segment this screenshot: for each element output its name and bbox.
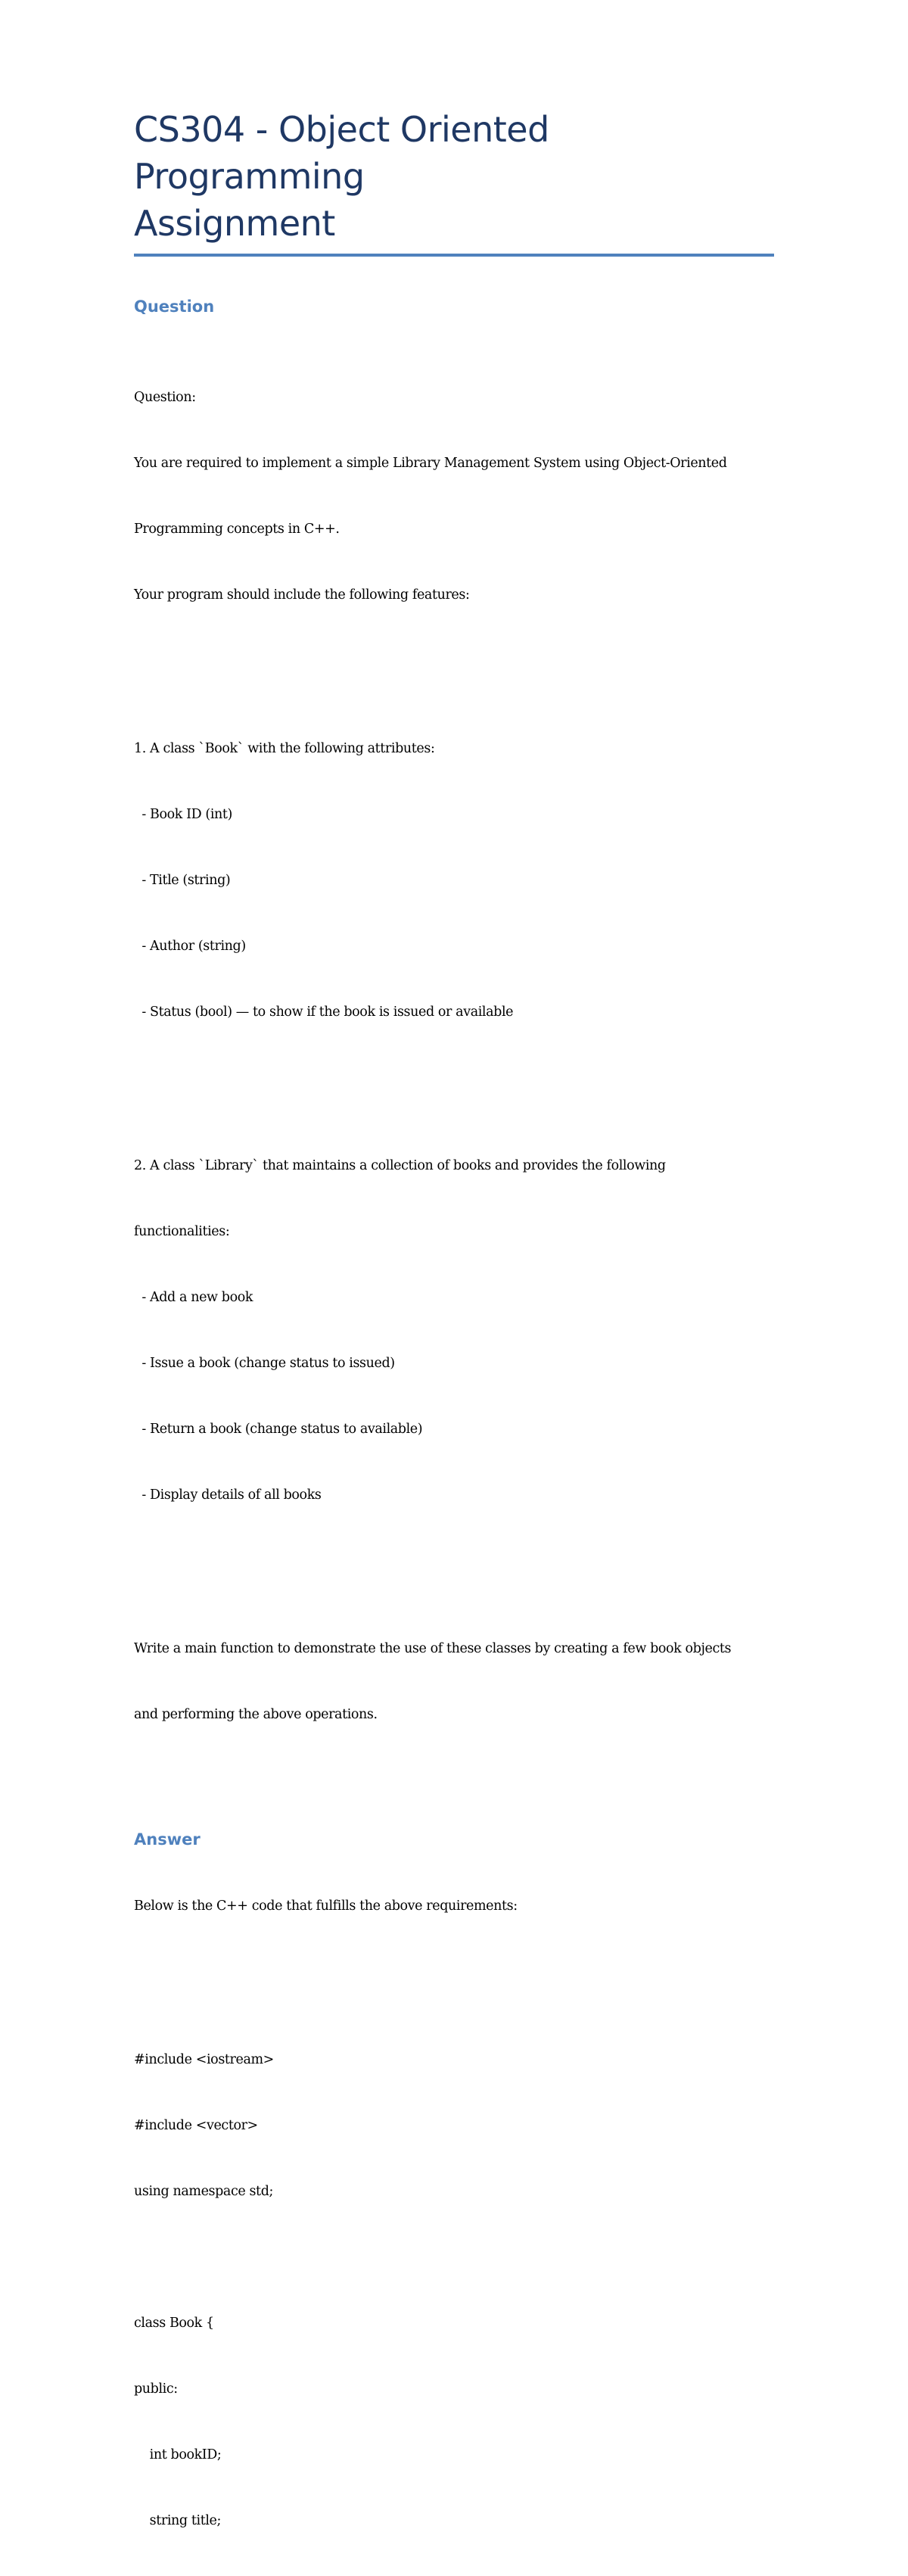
library-class-heading: functionalities: — [134, 1224, 230, 1239]
intro-line: Programming concepts in C++. — [134, 522, 340, 537]
code-line: #include <vector> — [134, 2118, 258, 2133]
question-body — [134, 343, 774, 1770]
answer-heading: Answer — [134, 1830, 201, 1849]
code-line — [134, 2247, 774, 2269]
question-heading: Question — [134, 297, 215, 316]
library-function-item: - Add a new book — [134, 1290, 253, 1305]
library-class-heading: 2. A class `Library` that maintains a collection of books and provides the following — [134, 1158, 666, 1173]
intro-line: Your program should include the following features: — [134, 587, 470, 603]
code-line: public: — [134, 2381, 178, 2397]
main-instruction: Write a main function to demonstrate the use of these classes by creating a few book objects — [134, 1641, 732, 1656]
title-line-2: Assignment — [134, 203, 335, 244]
document-content — [134, 106, 774, 2576]
code-line: int bookID; — [134, 2447, 222, 2462]
spacer — [134, 1067, 774, 1089]
answer-intro: Below is the C++ code that fulfills the above requirements: — [134, 1899, 518, 1914]
book-attribute-item: - Book ID (int) — [134, 807, 232, 822]
intro-line: You are required to implement a simple Library Management System using Object-Oriented — [134, 456, 727, 471]
title-line-1: CS304 - Object Oriented Programming — [134, 109, 549, 197]
book-attribute-item: - Title (string) — [134, 873, 231, 888]
spacer — [134, 1770, 774, 1829]
book-class-heading: 1. A class `Book` with the following attributes: — [134, 741, 435, 756]
code-line: using namespace std; — [134, 2184, 273, 2199]
spacer — [134, 1961, 774, 2005]
book-attribute-item: - Status (bool) — to show if the book is issued or available — [134, 1005, 514, 1020]
book-attribute-item: - Author (string) — [134, 939, 246, 954]
title-underline — [134, 254, 774, 257]
code-line: #include <iostream> — [134, 2052, 274, 2067]
document-title — [134, 106, 774, 251]
main-instruction: and performing the above operations. — [134, 1707, 378, 1722]
spacer — [134, 650, 774, 672]
library-function-item: - Return a book (change status to available) — [134, 1422, 423, 1437]
question-label: Question: — [134, 390, 196, 405]
spacer — [134, 1550, 774, 1572]
code-line: class Book { — [134, 2316, 214, 2331]
code-line: string title; — [134, 2513, 221, 2528]
library-function-item: - Display details of all books — [134, 1487, 322, 1503]
library-function-item: - Issue a book (change status to issued) — [134, 1356, 395, 1371]
answer-body — [134, 1852, 774, 2576]
